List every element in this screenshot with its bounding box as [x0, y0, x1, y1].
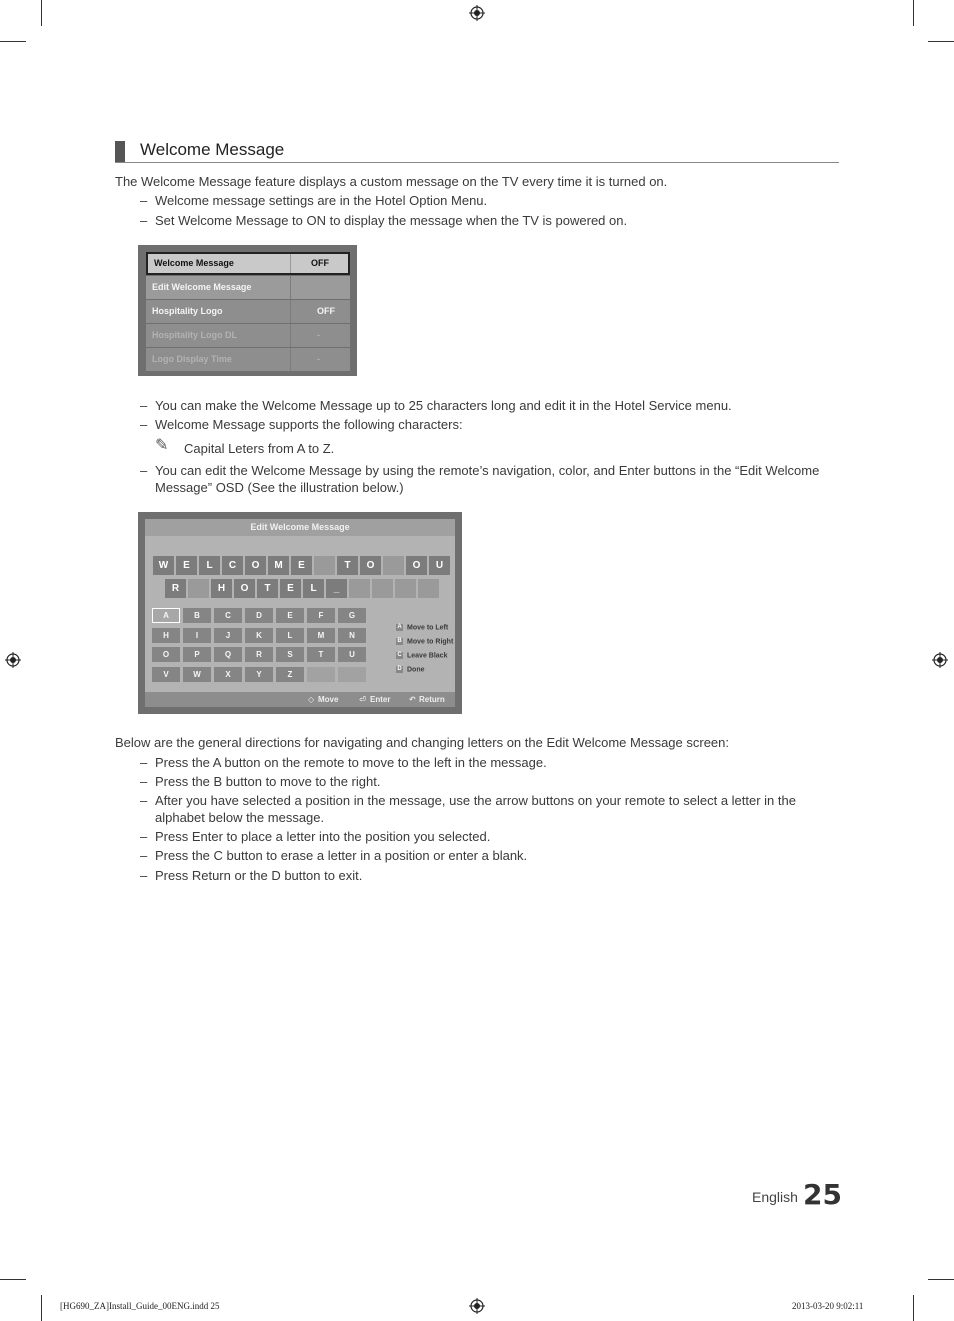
crop-mark — [928, 1279, 954, 1280]
legend-label: Leave Black — [407, 652, 448, 660]
message-cell[interactable] — [349, 579, 370, 598]
menu-row-logo-display-time — [146, 348, 350, 371]
crop-mark — [0, 1279, 26, 1280]
move-label: Move — [318, 695, 339, 704]
menu-row-hospitality-logo[interactable] — [146, 300, 350, 323]
section-title: Welcome Message — [140, 140, 285, 159]
list-dash: – — [140, 829, 148, 844]
letter-key[interactable] — [307, 667, 335, 682]
list-dash: – — [140, 213, 148, 228]
list-item: Press the C button to erase a letter in a position or enter a blank. — [155, 848, 528, 863]
heading-rule — [115, 162, 839, 163]
legend-label: Done — [407, 666, 425, 674]
legend-move-right — [396, 638, 453, 645]
slug-date: 2013-03-20 9:02:11 — [792, 1301, 864, 1311]
menu-separator — [290, 254, 291, 273]
message-cell[interactable]: C — [222, 556, 243, 575]
letter-key[interactable]: P — [183, 647, 211, 662]
letter-key[interactable]: W — [183, 667, 211, 682]
list-item: After you have selected a position in the message, use the arrow buttons on your remote to select a letter in the alphabet below the message. — [155, 793, 796, 825]
list-item: Press Enter to place a letter into the position you selected. — [155, 829, 491, 844]
d-button-icon: D — [397, 666, 402, 672]
crop-mark — [913, 0, 914, 26]
intro-paragraph: The Welcome Message feature displays a custom message on the TV every time it is turned on. — [115, 174, 668, 189]
message-cell[interactable] — [383, 556, 404, 575]
return-label: Return — [419, 695, 445, 704]
letter-key[interactable]: V — [152, 667, 180, 682]
menu-separator — [290, 324, 291, 347]
letter-key[interactable]: Z — [276, 667, 304, 682]
letter-key[interactable]: L — [276, 628, 304, 643]
legend-label: Move to Left — [407, 624, 449, 632]
message-cell[interactable] — [314, 556, 335, 575]
message-cell[interactable]: O — [406, 556, 427, 575]
letter-key[interactable]: S — [276, 647, 304, 662]
message-cell[interactable]: _ — [326, 579, 347, 598]
menu-row-welcome-message[interactable] — [146, 252, 350, 275]
menu-row-edit-welcome-message[interactable] — [146, 276, 350, 299]
letter-key[interactable]: R — [245, 647, 273, 662]
list-item: You can make the Welcome Message up to 25 characters long and edit it in the Hotel Service menu. — [155, 398, 732, 413]
legend-done — [396, 666, 425, 673]
list-dash: – — [140, 193, 148, 208]
registration-mark-icon — [5, 652, 21, 668]
menu-row-label: Edit Welcome Message — [152, 282, 252, 292]
menu-row-value: OFF — [311, 258, 329, 268]
message-cell[interactable]: E — [176, 556, 197, 575]
list-item: Set Welcome Message to ON to display the message when the TV is powered on. — [155, 213, 628, 228]
list-item: You can edit the Welcome Message by using the remote’s navigation, color, and Enter buttons in the “Edit Welcome Message” OSD (See the illustration below.) — [155, 463, 820, 495]
letter-key[interactable]: B — [183, 608, 211, 623]
message-cell[interactable]: E — [291, 556, 312, 575]
legend-move-left — [396, 624, 448, 631]
letter-key[interactable]: C — [214, 608, 242, 623]
list-dash: – — [140, 755, 148, 770]
enter-label: Enter — [370, 695, 391, 704]
list-dash: – — [140, 868, 148, 883]
letter-key[interactable]: G — [338, 608, 366, 623]
menu-separator — [290, 300, 291, 323]
edit-welcome-message-osd — [138, 512, 462, 714]
message-cell[interactable]: T — [337, 556, 358, 575]
list-dash: – — [140, 417, 148, 432]
letter-key[interactable]: Q — [214, 647, 242, 662]
message-cell[interactable]: R — [165, 579, 186, 598]
letter-key[interactable]: D — [245, 608, 273, 623]
note-text: Capital Leters from A to Z. — [184, 441, 335, 456]
osd-help-bar — [145, 692, 455, 707]
a-button-icon: A — [397, 624, 402, 630]
letter-key[interactable]: I — [183, 628, 211, 643]
crop-mark — [913, 1295, 914, 1321]
letter-key[interactable]: Y — [245, 667, 273, 682]
menu-separator — [290, 276, 291, 299]
message-cell[interactable]: O — [360, 556, 381, 575]
legend-label: Move to Right — [407, 638, 454, 646]
list-item: Press the B button to move to the right. — [155, 774, 381, 789]
message-cell[interactable]: T — [257, 579, 278, 598]
menu-row-label: Logo Display Time — [152, 354, 232, 364]
message-cell[interactable] — [188, 579, 209, 598]
menu-row-label: Welcome Message — [154, 258, 234, 268]
osd-panel — [145, 519, 455, 707]
menu-row-hospitality-logo-dl — [146, 324, 350, 347]
letter-key[interactable]: A — [152, 608, 180, 623]
osd-title: Edit Welcome Message — [145, 519, 455, 536]
message-cell[interactable]: U — [429, 556, 450, 575]
list-item: Press Return or the D button to exit. — [155, 868, 363, 883]
enter-icon: ⏎ — [359, 695, 366, 704]
message-cell[interactable]: O — [245, 556, 266, 575]
message-cell[interactable]: L — [199, 556, 220, 575]
letter-key[interactable]: T — [307, 647, 335, 662]
return-icon: ↶ — [409, 695, 416, 704]
crop-mark — [41, 1295, 42, 1321]
message-cell[interactable]: O — [234, 579, 255, 598]
footer-language: English — [752, 1189, 798, 1205]
letter-key[interactable]: X — [214, 667, 242, 682]
message-cell[interactable] — [418, 579, 439, 598]
message-cell[interactable]: M — [268, 556, 289, 575]
letter-key[interactable]: M — [307, 628, 335, 643]
registration-mark-icon — [469, 5, 485, 21]
list-dash: – — [140, 463, 148, 478]
message-cell[interactable] — [395, 579, 416, 598]
crop-mark — [0, 41, 26, 42]
letter-key[interactable]: N — [338, 628, 366, 643]
message-cell[interactable]: L — [303, 579, 324, 598]
registration-mark-icon — [932, 652, 948, 668]
message-cell[interactable]: H — [211, 579, 232, 598]
letter-key[interactable]: F — [307, 608, 335, 623]
c-button-icon: C — [397, 652, 402, 658]
menu-row-label: Hospitality Logo DL — [152, 330, 237, 340]
letter-key[interactable]: J — [214, 628, 242, 643]
hotel-option-menu — [138, 245, 357, 376]
list-item: Press the A button on the remote to move to the left in the message. — [155, 755, 547, 770]
list-item: Welcome message settings are in the Hotel Option Menu. — [155, 193, 488, 208]
heading-marker — [115, 141, 125, 162]
message-cell[interactable]: W — [153, 556, 174, 575]
letter-key[interactable]: E — [276, 608, 304, 623]
list-dash: – — [140, 398, 148, 413]
menu-row-value: - — [317, 354, 320, 364]
letter-key[interactable] — [338, 667, 366, 682]
menu-row-value: - — [317, 330, 320, 340]
slug-file: [HG690_ZA]Install_Guide_00ENG.indd 25 — [60, 1301, 220, 1311]
letter-key[interactable]: K — [245, 628, 273, 643]
list-dash: – — [140, 793, 148, 808]
letter-key[interactable]: U — [338, 647, 366, 662]
directions-intro: Below are the general directions for navigating and changing letters on the Edit Welcome Message screen: — [115, 735, 730, 750]
crop-mark — [928, 41, 954, 42]
menu-row-value: OFF — [317, 306, 335, 316]
legend-leave-blank — [396, 652, 447, 659]
registration-mark-icon — [469, 1298, 485, 1314]
list-dash: – — [140, 774, 148, 789]
message-cell[interactable] — [372, 579, 393, 598]
move-icon: ◇ — [308, 695, 315, 704]
note-pencil-icon: ✎ — [155, 437, 169, 454]
menu-row-label: Hospitality Logo — [152, 306, 223, 316]
letter-key[interactable]: H — [152, 628, 180, 643]
b-button-icon: B — [397, 638, 402, 644]
letter-key[interactable]: O — [152, 647, 180, 662]
crop-mark — [41, 0, 42, 26]
menu-separator — [290, 348, 291, 371]
page-number: 25 — [803, 1178, 842, 1211]
list-item: Welcome Message supports the following characters: — [155, 417, 463, 432]
list-dash: – — [140, 848, 148, 863]
message-cell[interactable]: E — [280, 579, 301, 598]
